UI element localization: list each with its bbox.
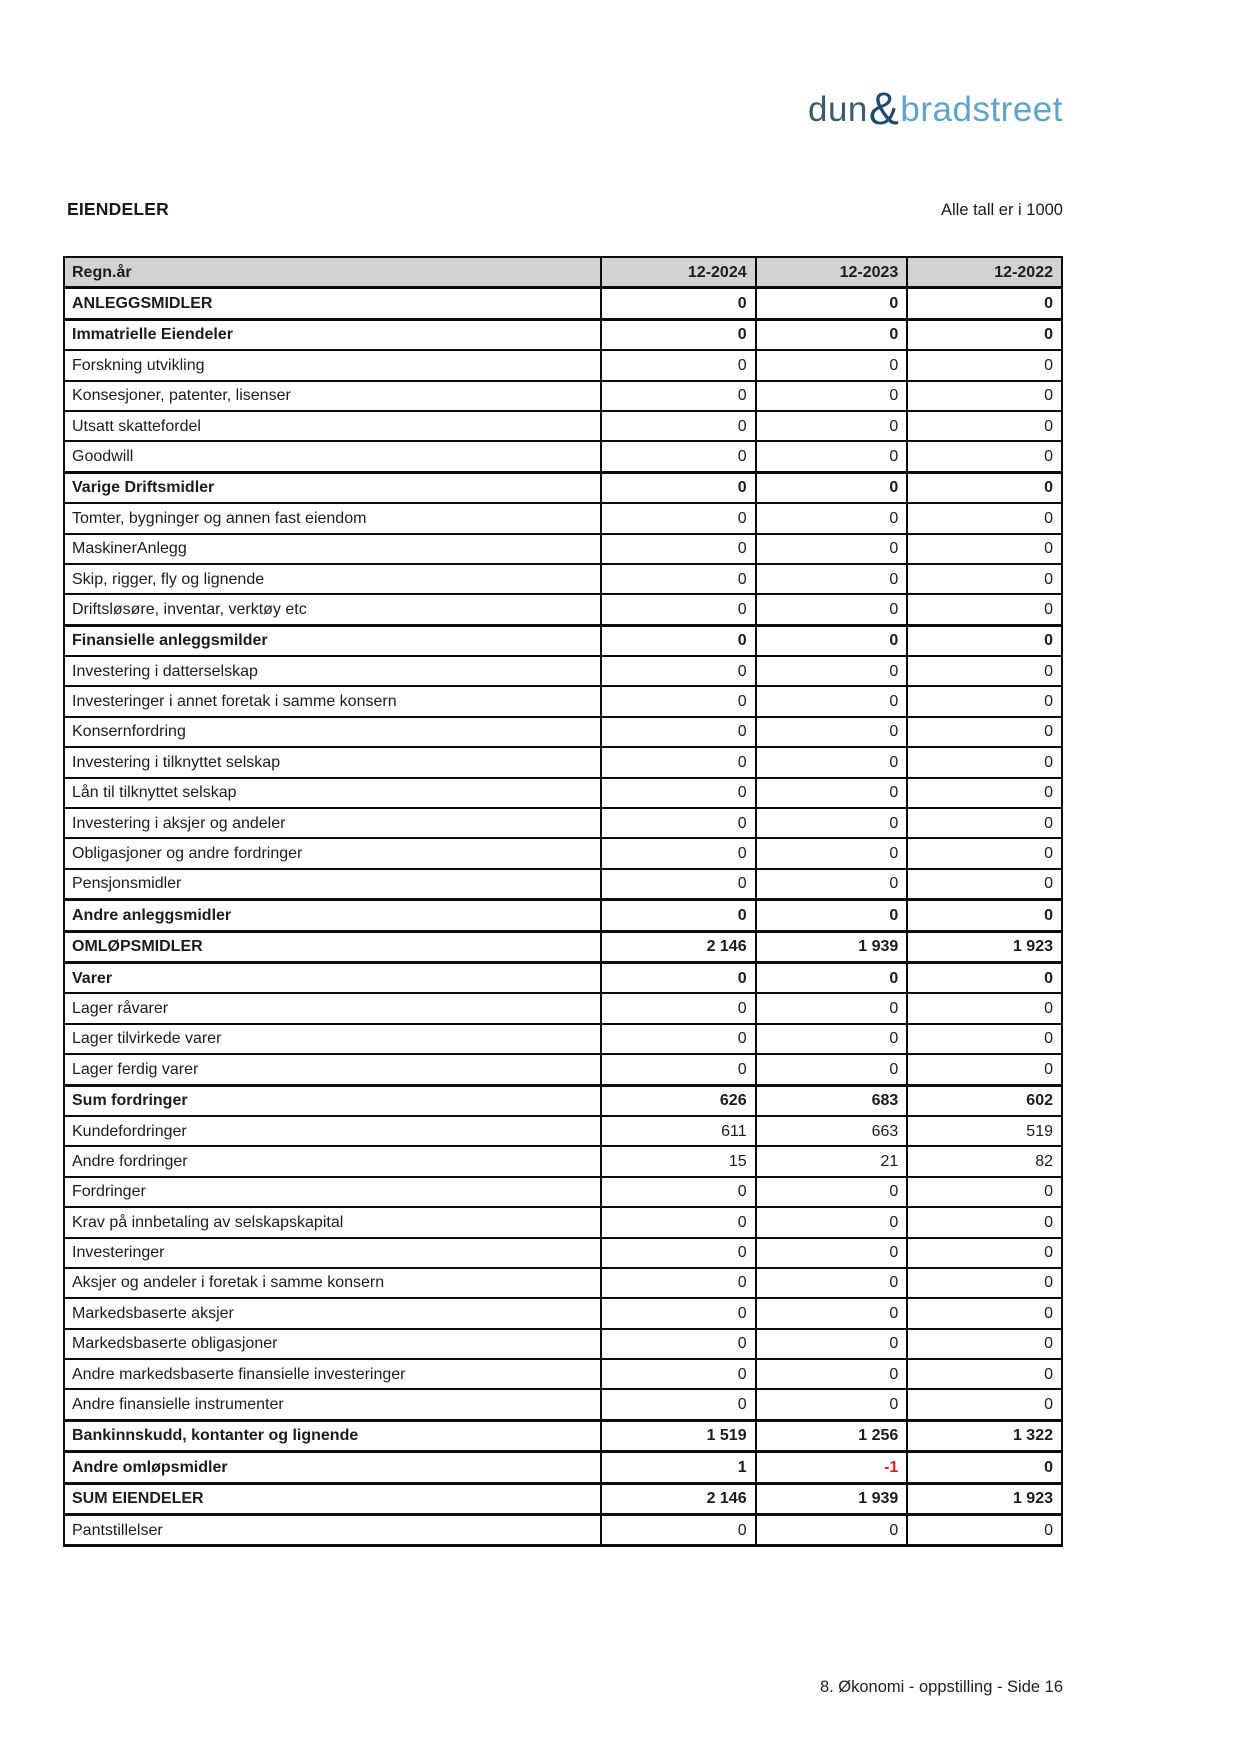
row-value: 0 xyxy=(601,350,756,380)
table-row xyxy=(64,472,1062,503)
table-row xyxy=(64,747,1062,777)
row-value: 0 xyxy=(601,869,756,900)
row-value: 626 xyxy=(601,1085,756,1116)
table-row xyxy=(64,1054,1062,1085)
row-value: 602 xyxy=(907,1085,1062,1116)
row-value: 0 xyxy=(601,319,756,350)
row-label: Andre finansielle instrumenter xyxy=(64,1389,601,1420)
row-value: 0 xyxy=(907,686,1062,716)
row-value: 0 xyxy=(756,1515,908,1546)
row-label: Konsernfordring xyxy=(64,717,601,747)
row-label: Immatrielle Eiendeler xyxy=(64,319,601,350)
row-label: Investering i tilknyttet selskap xyxy=(64,747,601,777)
row-label: Fordringer xyxy=(64,1177,601,1207)
row-value: 0 xyxy=(756,1207,908,1237)
row-value: 0 xyxy=(756,1329,908,1359)
table-row xyxy=(64,1329,1062,1359)
row-label: Andre markedsbaserte finansielle investeringer xyxy=(64,1359,601,1389)
table-row xyxy=(64,1238,1062,1268)
row-label: Aksjer og andeler i foretak i samme konsern xyxy=(64,1268,601,1298)
row-label: Pantstillelser xyxy=(64,1515,601,1546)
row-label: Forskning utvikling xyxy=(64,350,601,380)
row-value: 0 xyxy=(601,1389,756,1420)
row-value: 0 xyxy=(907,625,1062,656)
row-value: 0 xyxy=(756,1054,908,1085)
table-row xyxy=(64,717,1062,747)
row-value: 1 923 xyxy=(907,931,1062,962)
row-value: 0 xyxy=(756,1177,908,1207)
row-value: 0 xyxy=(907,1054,1062,1085)
row-value: 0 xyxy=(907,808,1062,838)
row-value: 0 xyxy=(601,1238,756,1268)
logo-ampersand-icon: & xyxy=(868,83,900,134)
table-row xyxy=(64,381,1062,411)
table-row xyxy=(64,1359,1062,1389)
row-value: 0 xyxy=(907,1024,1062,1054)
row-label: Andre omløpsmidler xyxy=(64,1452,601,1483)
row-value: 0 xyxy=(907,411,1062,441)
row-value: 0 xyxy=(907,717,1062,747)
dun-bradstreet-logo xyxy=(808,84,1063,139)
row-value: 1 939 xyxy=(756,1483,908,1514)
table-row xyxy=(64,288,1062,319)
table-row xyxy=(64,962,1062,993)
row-value: 0 xyxy=(601,381,756,411)
row-value: 0 xyxy=(601,594,756,625)
table-row xyxy=(64,319,1062,350)
row-label: Konsesjoner, patenter, lisenser xyxy=(64,381,601,411)
row-value: 1 923 xyxy=(907,1483,1062,1514)
row-value: 0 xyxy=(907,441,1062,472)
table-row xyxy=(64,778,1062,808)
table-row xyxy=(64,931,1062,962)
row-value: 1 322 xyxy=(907,1420,1062,1451)
balance-table-body xyxy=(64,288,1062,1546)
column-header-12-2022: 12-2022 xyxy=(907,257,1062,288)
row-value: 0 xyxy=(756,1024,908,1054)
table-row xyxy=(64,1146,1062,1176)
row-value: 0 xyxy=(601,1024,756,1054)
row-value: 0 xyxy=(907,1515,1062,1546)
row-value: 0 xyxy=(756,564,908,594)
row-value: 0 xyxy=(756,441,908,472)
row-value: 1 256 xyxy=(756,1420,908,1451)
table-row xyxy=(64,993,1062,1023)
row-label: Investeringer xyxy=(64,1238,601,1268)
page-title: EIENDELER xyxy=(67,199,169,219)
row-value: 0 xyxy=(756,686,908,716)
row-value: 663 xyxy=(756,1116,908,1146)
row-value: 0 xyxy=(907,869,1062,900)
row-value: 0 xyxy=(907,594,1062,625)
row-value: 0 xyxy=(756,869,908,900)
table-row xyxy=(64,594,1062,625)
row-value: 0 xyxy=(601,1329,756,1359)
row-value: 1 519 xyxy=(601,1420,756,1451)
table-row xyxy=(64,1389,1062,1420)
row-value: 0 xyxy=(907,838,1062,868)
row-value: 0 xyxy=(756,1298,908,1328)
row-value: 0 xyxy=(907,1298,1062,1328)
row-value: 0 xyxy=(601,411,756,441)
row-value: 0 xyxy=(601,1515,756,1546)
table-row xyxy=(64,1452,1062,1483)
title-row xyxy=(67,199,1063,220)
row-value: 0 xyxy=(907,656,1062,686)
column-header-12-2023: 12-2023 xyxy=(756,257,908,288)
row-label: Finansielle anleggsmilder xyxy=(64,625,601,656)
row-label: Markedsbaserte obligasjoner xyxy=(64,1329,601,1359)
row-value: 0 xyxy=(756,993,908,1023)
row-value: 0 xyxy=(756,472,908,503)
row-value: 0 xyxy=(907,319,1062,350)
table-row xyxy=(64,564,1062,594)
row-value: 0 xyxy=(756,717,908,747)
row-value: 0 xyxy=(601,503,756,533)
row-value: 1 939 xyxy=(756,931,908,962)
row-label: Andre anleggsmidler xyxy=(64,900,601,931)
row-label: Krav på innbetaling av selskapskapital xyxy=(64,1207,601,1237)
row-label: Lager råvarer xyxy=(64,993,601,1023)
row-value: 0 xyxy=(601,838,756,868)
table-row xyxy=(64,1024,1062,1054)
row-value: 0 xyxy=(907,1238,1062,1268)
row-label: Lager ferdig varer xyxy=(64,1054,601,1085)
row-value: 0 xyxy=(907,381,1062,411)
row-label: OMLØPSMIDLER xyxy=(64,931,601,962)
row-value: 0 xyxy=(756,838,908,868)
row-value: 0 xyxy=(756,808,908,838)
row-value: 0 xyxy=(907,534,1062,564)
table-row xyxy=(64,1268,1062,1298)
logo-text-bradstreet: bradstreet xyxy=(900,90,1063,129)
row-value: 0 xyxy=(601,962,756,993)
row-label: SUM EIENDELER xyxy=(64,1483,601,1514)
row-value: 0 xyxy=(907,1359,1062,1389)
row-value: 0 xyxy=(907,900,1062,931)
table-row xyxy=(64,1420,1062,1451)
table-row xyxy=(64,1116,1062,1146)
table-header-row xyxy=(64,257,1062,288)
table-row xyxy=(64,1207,1062,1237)
row-label: ANLEGGSMIDLER xyxy=(64,288,601,319)
table-row xyxy=(64,1515,1062,1546)
row-value: 0 xyxy=(756,288,908,319)
row-value: 0 xyxy=(756,656,908,686)
table-row xyxy=(64,411,1062,441)
row-value: 0 xyxy=(756,747,908,777)
row-value: 0 xyxy=(601,625,756,656)
row-value: 0 xyxy=(601,778,756,808)
row-value: 2 146 xyxy=(601,931,756,962)
row-value: 0 xyxy=(756,778,908,808)
row-value: 0 xyxy=(756,1359,908,1389)
row-value: 0 xyxy=(601,1054,756,1085)
row-value: 0 xyxy=(601,686,756,716)
row-value: 0 xyxy=(756,900,908,931)
row-value: 0 xyxy=(601,288,756,319)
row-value: 611 xyxy=(601,1116,756,1146)
row-value: 0 xyxy=(907,472,1062,503)
table-row xyxy=(64,503,1062,533)
row-value: -1 xyxy=(756,1452,908,1483)
logo-text-dun: dun xyxy=(807,90,868,129)
row-value: 683 xyxy=(756,1085,908,1116)
row-label: Markedsbaserte aksjer xyxy=(64,1298,601,1328)
row-value: 0 xyxy=(907,993,1062,1023)
table-row xyxy=(64,838,1062,868)
table-row xyxy=(64,1483,1062,1514)
row-value: 0 xyxy=(756,381,908,411)
row-value: 0 xyxy=(756,962,908,993)
row-value: 2 146 xyxy=(601,1483,756,1514)
row-label: Kundefordringer xyxy=(64,1116,601,1146)
row-label: Investering i aksjer og andeler xyxy=(64,808,601,838)
row-value: 21 xyxy=(756,1146,908,1176)
table-row xyxy=(64,1177,1062,1207)
row-value: 1 xyxy=(601,1452,756,1483)
row-label: Investering i datterselskap xyxy=(64,656,601,686)
table-row xyxy=(64,656,1062,686)
table-row xyxy=(64,1085,1062,1116)
row-label: Driftsløsøre, inventar, verktøy etc xyxy=(64,594,601,625)
row-label: Lån til tilknyttet selskap xyxy=(64,778,601,808)
row-value: 0 xyxy=(756,319,908,350)
table-row xyxy=(64,686,1062,716)
row-value: 0 xyxy=(601,900,756,931)
row-value: 0 xyxy=(756,1268,908,1298)
row-label: Andre fordringer xyxy=(64,1146,601,1176)
row-value: 0 xyxy=(601,656,756,686)
table-row xyxy=(64,900,1062,931)
row-value: 0 xyxy=(601,993,756,1023)
row-value: 0 xyxy=(601,1177,756,1207)
row-label: Skip, rigger, fly og lignende xyxy=(64,564,601,594)
row-value: 0 xyxy=(601,472,756,503)
row-value: 0 xyxy=(907,747,1062,777)
row-value: 0 xyxy=(756,411,908,441)
row-label: Tomter, bygninger og annen fast eiendom xyxy=(64,503,601,533)
row-value: 0 xyxy=(907,1329,1062,1359)
row-value: 0 xyxy=(601,808,756,838)
row-value: 0 xyxy=(907,1268,1062,1298)
row-label: Varige Driftsmidler xyxy=(64,472,601,503)
row-value: 519 xyxy=(907,1116,1062,1146)
row-label: Varer xyxy=(64,962,601,993)
row-value: 0 xyxy=(601,747,756,777)
row-value: 0 xyxy=(907,564,1062,594)
column-header-regnar: Regn.år xyxy=(64,257,601,288)
row-value: 15 xyxy=(601,1146,756,1176)
row-value: 0 xyxy=(756,350,908,380)
row-value: 0 xyxy=(601,564,756,594)
row-label: Sum fordringer xyxy=(64,1085,601,1116)
row-label: MaskinerAnlegg xyxy=(64,534,601,564)
row-value: 0 xyxy=(601,1298,756,1328)
row-label: Lager tilvirkede varer xyxy=(64,1024,601,1054)
row-value: 0 xyxy=(907,503,1062,533)
row-label: Pensjonsmidler xyxy=(64,869,601,900)
table-row xyxy=(64,350,1062,380)
row-value: 0 xyxy=(756,625,908,656)
row-value: 0 xyxy=(601,1207,756,1237)
units-note: Alle tall er i 1000 xyxy=(941,201,1063,219)
row-value: 0 xyxy=(907,1452,1062,1483)
row-value: 0 xyxy=(756,534,908,564)
row-value: 0 xyxy=(601,1359,756,1389)
row-label: Investeringer i annet foretak i samme konsern xyxy=(64,686,601,716)
column-header-12-2024: 12-2024 xyxy=(601,257,756,288)
row-value: 0 xyxy=(907,962,1062,993)
row-value: 0 xyxy=(756,503,908,533)
row-value: 0 xyxy=(907,1177,1062,1207)
row-value: 0 xyxy=(601,441,756,472)
table-row xyxy=(64,869,1062,900)
table-row xyxy=(64,534,1062,564)
row-value: 0 xyxy=(907,350,1062,380)
row-value: 0 xyxy=(907,288,1062,319)
row-value: 0 xyxy=(907,1389,1062,1420)
table-row xyxy=(64,808,1062,838)
row-value: 0 xyxy=(907,778,1062,808)
table-row xyxy=(64,441,1062,472)
row-value: 0 xyxy=(601,534,756,564)
row-label: Bankinnskudd, kontanter og lignende xyxy=(64,1420,601,1451)
row-label: Utsatt skattefordel xyxy=(64,411,601,441)
row-value: 0 xyxy=(601,1268,756,1298)
page-footer: 8. Økonomi - oppstilling - Side 16 xyxy=(819,1678,1063,1696)
row-value: 0 xyxy=(601,717,756,747)
row-value: 82 xyxy=(907,1146,1062,1176)
row-value: 0 xyxy=(756,594,908,625)
row-value: 0 xyxy=(907,1207,1062,1237)
row-value: 0 xyxy=(756,1238,908,1268)
row-label: Goodwill xyxy=(64,441,601,472)
row-value: 0 xyxy=(756,1389,908,1420)
row-label: Obligasjoner og andre fordringer xyxy=(64,838,601,868)
table-row xyxy=(64,1298,1062,1328)
table-row xyxy=(64,625,1062,656)
balance-sheet-table xyxy=(63,256,1063,1547)
